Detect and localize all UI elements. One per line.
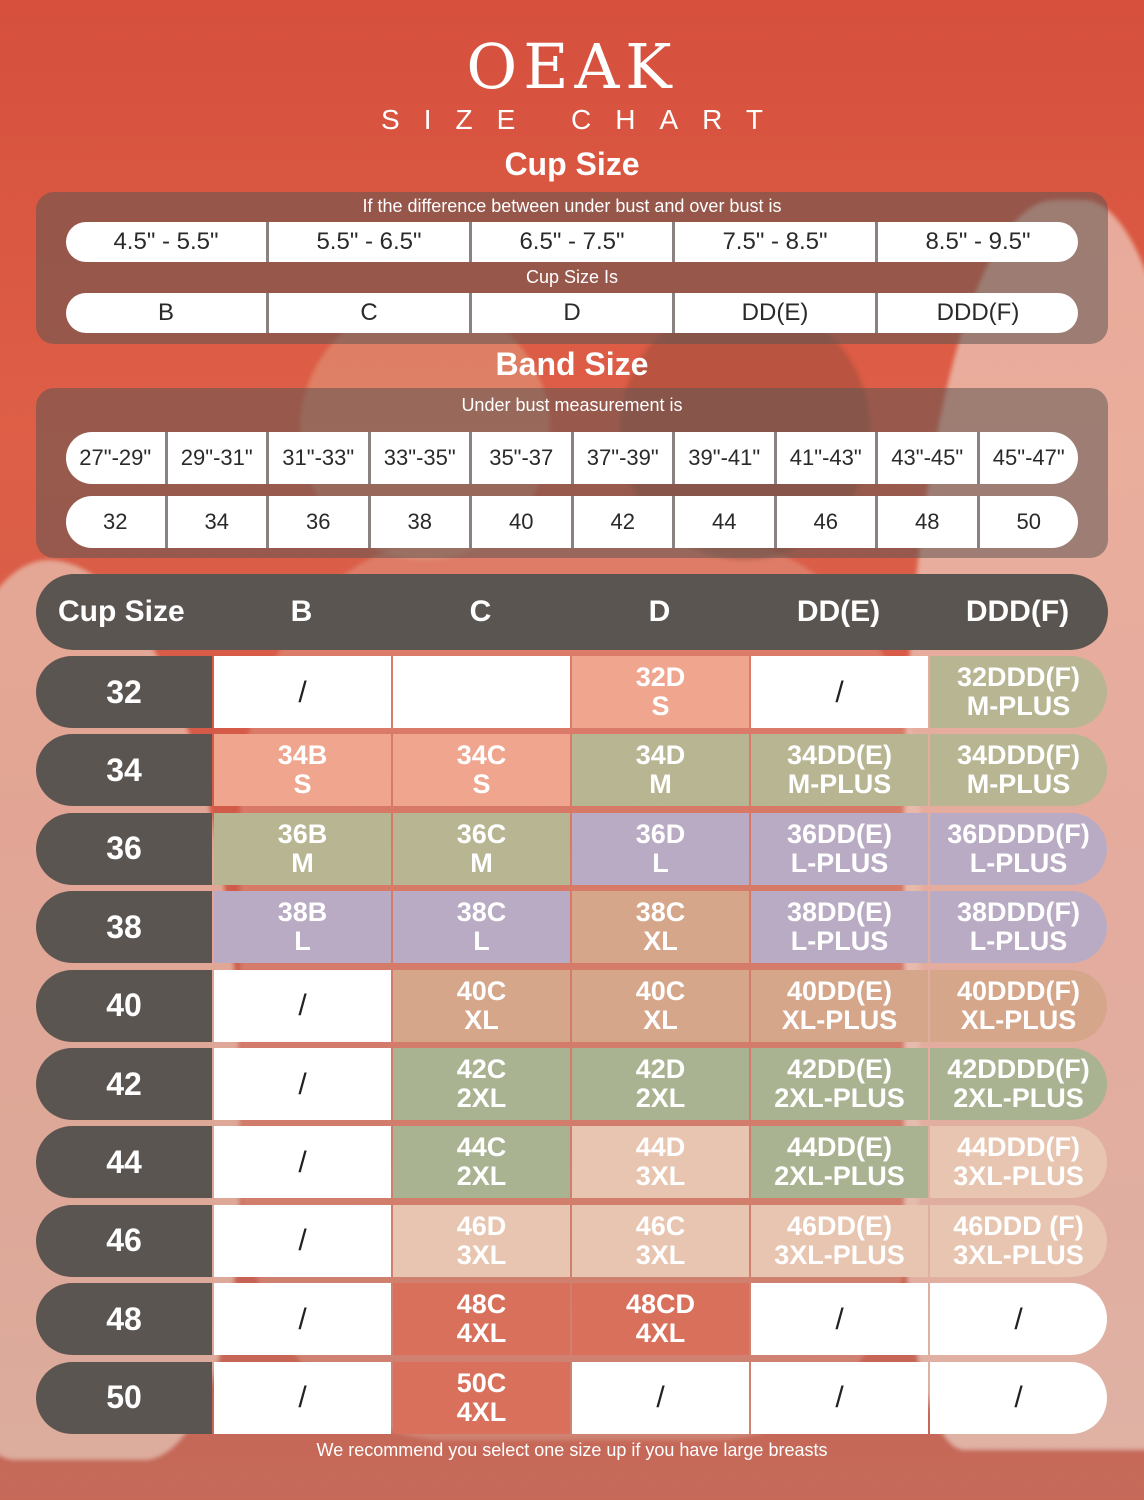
size-cell-size: L-PLUS — [969, 847, 1068, 878]
size-cell-size: 2XL-PLUS — [953, 1083, 1084, 1113]
size-cell — [214, 891, 391, 963]
size-cell-size: M — [649, 769, 672, 800]
size-cell — [214, 1126, 391, 1198]
size-cell-size: XL — [464, 1004, 499, 1035]
size-cell-code: 46D — [456, 1210, 507, 1241]
size-cell-size: M — [470, 847, 493, 878]
band-cell: 34 — [165, 496, 267, 548]
difference-cell: 6.5" - 7.5" — [469, 222, 672, 262]
size-cell — [930, 1283, 1107, 1355]
band-size-label: 34 — [36, 734, 212, 806]
band-size-label: 32 — [36, 656, 212, 728]
size-cell-code: / — [656, 1381, 665, 1415]
cup-cell: D — [469, 293, 672, 333]
size-cell-code: 32DDD(F) — [956, 662, 1080, 692]
size-cell — [393, 1048, 570, 1120]
size-cell — [751, 1362, 928, 1434]
size-cell — [751, 734, 928, 806]
size-cell — [751, 813, 928, 885]
size-cell — [751, 970, 928, 1042]
size-cell-size: XL-PLUS — [781, 1004, 898, 1035]
table-row — [36, 1283, 1108, 1355]
size-cell — [572, 891, 749, 963]
measurement-cell: 29"-31" — [165, 432, 267, 484]
size-cell — [393, 970, 570, 1042]
size-cell-size: M-PLUS — [787, 769, 892, 800]
measurement-cell: 45"-47" — [977, 432, 1079, 484]
brand-logo: OEAK — [466, 30, 678, 103]
size-cell-code: 40C — [635, 975, 686, 1006]
size-cell — [214, 734, 391, 806]
table-row — [36, 1048, 1108, 1120]
table-row — [36, 656, 1108, 728]
size-cell — [930, 656, 1107, 728]
size-cell-size: L-PLUS — [969, 926, 1068, 957]
band-size-label: 48 — [36, 1283, 212, 1355]
size-cell-code: 32D — [635, 662, 686, 692]
size-cell-size: 2XL — [456, 1083, 507, 1113]
band-size-panel — [36, 388, 1108, 558]
difference-cell: 4.5" - 5.5" — [113, 228, 219, 255]
size-cell-code: / — [298, 675, 307, 709]
cup-cell: B — [157, 299, 174, 326]
band-cell: 44 — [672, 496, 774, 548]
size-cell-code: / — [298, 1381, 307, 1415]
cup-size-title: Cup Size — [504, 146, 640, 182]
footnote: We recommend you select one size up if you have large breasts — [316, 1440, 828, 1460]
size-cell — [214, 1283, 391, 1355]
size-cell-code: / — [298, 1224, 307, 1258]
band-size-label: 38 — [36, 891, 212, 963]
size-cell-code: 46DDD (F) — [953, 1210, 1084, 1241]
size-cell-code: / — [298, 1145, 307, 1179]
size-table-header — [36, 574, 1108, 650]
size-cell — [393, 1283, 570, 1355]
size-cell-code: 36DDDD(F) — [947, 818, 1090, 849]
size-cell-code: 38DD(E) — [786, 897, 893, 928]
size-cell-code: 38C — [635, 897, 686, 928]
size-cell — [572, 1048, 749, 1120]
size-cell — [214, 1048, 391, 1120]
size-cell — [751, 1205, 928, 1277]
header-cup-column: DDD(F) — [965, 595, 1070, 628]
size-cell — [572, 1205, 749, 1277]
size-cell-code: 34B — [277, 740, 328, 771]
size-cell-size: XL — [643, 926, 678, 957]
cup-cell: DD(E) — [672, 293, 875, 333]
size-cell-code: 42C — [456, 1054, 507, 1084]
size-cell-code: / — [298, 989, 307, 1023]
size-cell-code: 38DDD(F) — [956, 897, 1080, 928]
band-size-label: 42 — [36, 1048, 212, 1120]
size-cell — [751, 656, 928, 728]
size-cell-code: 36D — [635, 818, 686, 849]
band-size-label: 44 — [36, 1126, 212, 1198]
measurement-cell: 37"-39" — [571, 432, 673, 484]
measurement-cell: 39"-41" — [672, 432, 774, 484]
size-cell-code: 36DD(E) — [786, 818, 893, 849]
size-cell-code: / — [1014, 1381, 1023, 1415]
header-cup-column: DD(E) — [796, 595, 881, 628]
size-cell-code: 38C — [456, 897, 507, 928]
size-cell-size: L-PLUS — [790, 847, 889, 878]
size-cell-code: / — [298, 1302, 307, 1336]
table-row — [36, 1205, 1108, 1277]
size-cell-size: 3XL — [456, 1239, 507, 1270]
table-row — [36, 970, 1108, 1042]
band-cell: 38 — [368, 496, 470, 548]
size-cell-code: / — [298, 1067, 307, 1101]
size-cell — [214, 1362, 391, 1434]
size-cell — [214, 970, 391, 1042]
size-cell-size: M-PLUS — [966, 691, 1071, 721]
size-cell — [930, 970, 1107, 1042]
size-cell — [572, 970, 749, 1042]
size-cell-size: 3XL-PLUS — [953, 1161, 1084, 1192]
size-cell — [751, 1283, 928, 1355]
size-cell — [572, 1126, 749, 1198]
size-cell — [572, 656, 749, 728]
size-cell-size: XL-PLUS — [960, 1004, 1077, 1035]
size-cell — [930, 813, 1107, 885]
size-cell-code: 40DDD(F) — [956, 975, 1080, 1006]
table-row — [36, 1362, 1108, 1434]
size-cell — [572, 1283, 749, 1355]
size-cell — [930, 1126, 1107, 1198]
cup-row — [66, 293, 1078, 333]
cup-size-is-label: Cup Size Is — [525, 267, 619, 287]
size-cell-code: 38B — [277, 897, 328, 928]
size-cell-code: 36C — [456, 818, 507, 849]
size-cell — [393, 1362, 570, 1434]
size-cell — [393, 1126, 570, 1198]
size-cell — [393, 1205, 570, 1277]
size-cell-size: M — [291, 847, 314, 878]
page-subtitle: SIZE CHART — [381, 104, 787, 135]
size-cell-size: 4XL — [635, 1318, 686, 1349]
table-row — [36, 1126, 1108, 1198]
table-row — [36, 813, 1108, 885]
size-cell-code: 48C — [456, 1289, 507, 1320]
band-size-label: 40 — [36, 970, 212, 1042]
size-cell-size: 2XL — [456, 1161, 507, 1192]
difference-cell: 5.5" - 6.5" — [266, 222, 469, 262]
size-cell-size: 3XL-PLUS — [953, 1239, 1084, 1270]
header-cup-size: Cup Size — [58, 595, 185, 628]
header-cup-column: D — [648, 595, 671, 628]
size-cell-code: 46DD(E) — [786, 1210, 893, 1241]
size-cell-size: 2XL-PLUS — [774, 1161, 905, 1192]
size-cell-size: 3XL — [635, 1239, 686, 1270]
size-cell-code: / — [835, 1302, 844, 1336]
size-cell-size: 3XL — [635, 1161, 686, 1192]
size-cell — [751, 1126, 928, 1198]
size-cell-code: 34D — [635, 740, 686, 771]
measurement-cell: 27"-29" — [79, 445, 152, 470]
band-cell: 48 — [875, 496, 977, 548]
size-cell — [930, 891, 1107, 963]
band-cell: 42 — [571, 496, 673, 548]
difference-row — [66, 222, 1078, 262]
size-cell-code: 46C — [635, 1210, 686, 1241]
size-cell — [393, 813, 570, 885]
band-cell: 32 — [103, 509, 128, 534]
size-cell-size: XL — [643, 1004, 678, 1035]
header-cup-column: B — [290, 595, 313, 628]
size-cell-code: 34C — [456, 740, 507, 771]
size-cell-code: 44DD(E) — [786, 1132, 893, 1163]
measurement-cell: 43"-45" — [875, 432, 977, 484]
size-cell — [393, 891, 570, 963]
size-cell — [572, 734, 749, 806]
table-row — [36, 891, 1108, 963]
size-cell-code: / — [1014, 1302, 1023, 1336]
size-cell — [751, 1048, 928, 1120]
size-cell-size: L — [473, 926, 490, 957]
difference-cell: 8.5" - 9.5" — [875, 222, 1078, 262]
cup-cell: C — [266, 293, 469, 333]
size-cell-code: 34DDD(F) — [956, 740, 1080, 771]
size-cell-size: L-PLUS — [790, 926, 889, 957]
size-cell — [214, 1205, 391, 1277]
size-cell-code: 42D — [635, 1054, 686, 1084]
band-cell: 36 — [266, 496, 368, 548]
size-cell-size: 4XL — [456, 1396, 507, 1427]
measurement-row — [66, 432, 1078, 484]
size-cell — [930, 1205, 1107, 1277]
size-cell-code: / — [835, 675, 844, 709]
size-cell-code: 48CD — [625, 1289, 696, 1320]
size-cell — [572, 1362, 749, 1434]
difference-cell: 7.5" - 8.5" — [672, 222, 875, 262]
size-cell-size: S — [651, 691, 670, 721]
band-size-label: 50 — [36, 1362, 212, 1434]
size-cell-code: 44D — [635, 1132, 686, 1163]
measurement-cell: 33"-35" — [368, 432, 470, 484]
size-cell-size: 4XL — [456, 1318, 507, 1349]
size-cell — [393, 656, 570, 728]
size-cell-size: 3XL-PLUS — [774, 1239, 905, 1270]
band-size-label: 36 — [36, 813, 212, 885]
size-cell — [393, 734, 570, 806]
size-cell-code: 44DDD(F) — [956, 1132, 1080, 1163]
size-cell-code: 42DDDD(F) — [947, 1054, 1090, 1084]
band-cell: 50 — [977, 496, 1079, 548]
measurement-cell: 31"-33" — [266, 432, 368, 484]
header-cup-column: C — [469, 595, 492, 628]
cup-cell: DDD(F) — [875, 293, 1078, 333]
size-cell — [572, 813, 749, 885]
measurement-cell: 35"-37 — [469, 432, 571, 484]
size-cell — [214, 656, 391, 728]
size-cell-code: 50C — [456, 1367, 507, 1398]
size-cell-code: 34DD(E) — [786, 740, 893, 771]
size-cell-size: M-PLUS — [966, 769, 1071, 800]
size-cell — [930, 1048, 1107, 1120]
measurement-cell: 41"-43" — [774, 432, 876, 484]
size-cell-size: 2XL — [635, 1083, 686, 1113]
band-cell: 40 — [469, 496, 571, 548]
size-cell-size: 2XL-PLUS — [774, 1083, 905, 1113]
size-cell-code: / — [835, 1381, 844, 1415]
size-cell-size: L — [652, 847, 669, 878]
size-cell-code: 36B — [277, 818, 328, 849]
band-row — [66, 496, 1078, 548]
band-size-label: 46 — [36, 1205, 212, 1277]
difference-label: If the difference between under bust and over bust is — [362, 196, 782, 216]
band-cell: 46 — [774, 496, 876, 548]
size-cell-code: 40C — [456, 975, 507, 1006]
measurement-label: Under bust measurement is — [461, 395, 683, 415]
size-cell — [751, 891, 928, 963]
table-row — [36, 734, 1108, 806]
size-cell — [214, 813, 391, 885]
size-cell — [930, 734, 1107, 806]
size-cell-size: S — [472, 769, 491, 800]
size-cell-size: L — [294, 926, 311, 957]
band-size-title: Band Size — [495, 346, 649, 382]
size-cell-size: S — [293, 769, 312, 800]
cup-size-panel — [36, 192, 1108, 344]
size-cell — [930, 1362, 1107, 1434]
size-cell-code: 44C — [456, 1132, 507, 1163]
size-cell-code: 40DD(E) — [786, 975, 893, 1006]
size-cell-code: 42DD(E) — [786, 1054, 893, 1084]
